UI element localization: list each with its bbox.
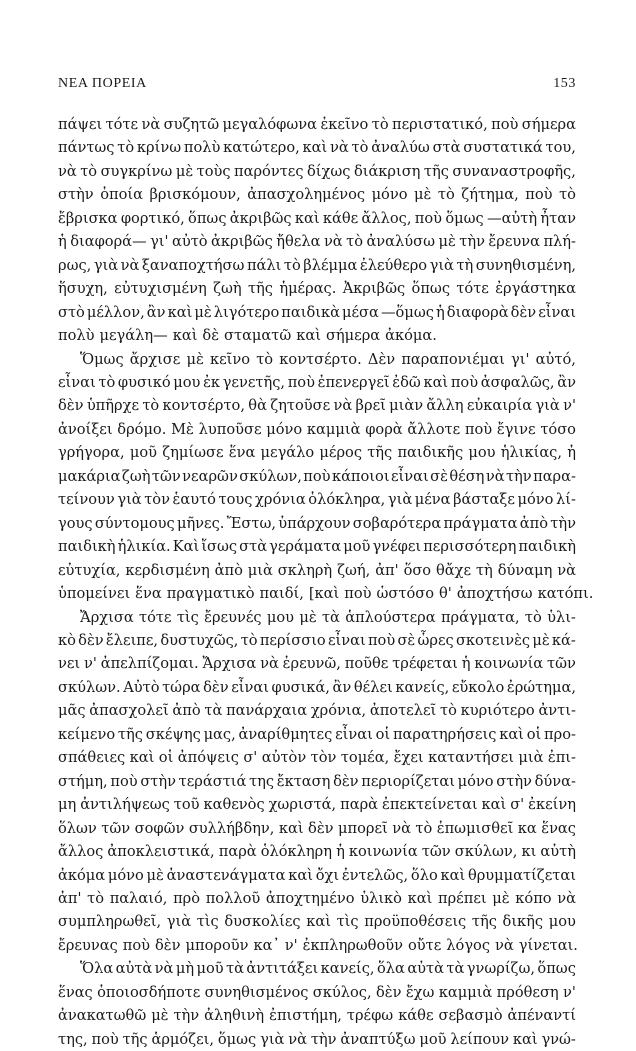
text-line: νὰ τὸ συγκρίνω μὲ τοὺς παρόντες δίχως διάκριση τῆς συναναστροφῆς,: [58, 162, 576, 180]
text-line: γους σύντομους μῆνες. Ἔστω, ὑπάρχουν σοβαρότερα πράγματα ἀπὸ τὴν: [58, 514, 576, 532]
body-text: [58, 113, 594, 1051]
text-line: μακάρια ζωὴ τῶν νεαρῶν σκύλων, ποὺ κάποιοι εἶναι σὲ θέση νὰ τὴν παρα-: [58, 467, 576, 485]
text-line: μη ἀντιλήψεως τοῦ καθενὸς χωριστά, παρὰ ἐπεκτείνεται καὶ σ' ἐκείνη: [58, 796, 576, 814]
text-line: ἕνας ὁποιοσδήποτε συνηθισμένος σκύλος, δὲν ἔχω καμμιὰ πρόθεση ν': [58, 983, 576, 1001]
text-line: της, ποὺ τῆς ἁρμόζει, ὅμως γιὰ νὰ τὴν ἀναπτύξω μοῦ λείπουν καὶ γνώ-: [58, 1030, 576, 1048]
text-line: Ἄρχισα τότε τὶς ἔρευνές μου μὲ τὰ ἁπλούστερα πράγματα, τὸ ὑλι-: [80, 608, 576, 626]
text-line: ἔβρισκα φορτικό, ὅπως ἀκριβῶς καὶ κάθε ἄλλος, ποὺ ὅμως —αὐτὴ ἦταν: [58, 209, 576, 227]
text-line: Ὅμως ἄρχισε μὲ κεῖνο τὸ κοντσέρτο. Δὲν παραπονιέμαι γι' αὐτό,: [80, 350, 576, 368]
text-line: σπάθειες καὶ οἱ ἀπόψεις σ' αὐτὸν τὸν τομέα, ἔχει καταντήσει μιὰ ἐπι-: [58, 749, 576, 767]
text-line: κὸ δὲν ἔλειπε, δυστυχῶς, τὸ περίσσιο εἶναι ποὺ σὲ ὧρες σκοτεινὲς μὲ κά-: [58, 631, 576, 649]
book-page: [58, 76, 594, 1051]
text-line: παιδικὴ ἡλικία. Καὶ ἴσως στὰ γεράματα μοῦ γνέφει περισσότερη παιδικὴ: [58, 538, 576, 556]
text-line: ἄλλος ἀποκλειστικά, παρὰ ὁλόκληρη ἡ κοινωνία τῶν σκύλων, κι αὐτὴ: [58, 843, 576, 861]
text-line: πολὺ μεγάλη— καὶ δὲ σταματῶ καὶ σήμερα ἀκόμα.: [58, 327, 437, 345]
text-line: σκύλων. Αὐτὸ τώρα δὲν εἶναι φυσικά, ἂν θέλει κανείς, εὔκολο ἐρώτημα,: [58, 678, 576, 696]
text-line: στὸ μέλλον, ἂν καὶ μὲ λιγότερο παιδικὰ μέσα —ὅμως ἡ διαφορὰ δὲν εἶναι: [58, 303, 576, 321]
text-line: ρως, γιὰ νὰ ξαναποχτήσω πάλι τὸ βλέμμα ἐλεύθερο γιὰ τὴ συνηθισμένη,: [58, 256, 576, 274]
running-title: ΝΕΑ ΠΟΡΕΙΑ: [58, 76, 147, 91]
text-line: μᾶς ἀπασχολεῖ ἀπὸ τὰ πανάρχαια χρόνια, ἀποτελεῖ τὸ κυριότερο ἀντι-: [58, 702, 576, 720]
text-line: δὲν ὑπῆρχε τὸ κοντσέρτο, θὰ ζητοῦσε νὰ βρεῖ μιὰν ἄλλη εὐκαιρία γιὰ ν': [58, 397, 576, 415]
text-line: ἔρευνας ποὺ δὲν μποροῦν κα᾽ ν' ἐκπληρωθοῦν οὔτε λόγος νὰ γίνεται.: [58, 936, 578, 954]
text-line: στὴν ὁποία βρισκόμουν, ἀπασχολημένος μόνο μὲ τὸ ζήτημα, ποὺ τὸ: [58, 186, 576, 204]
paragraph: [58, 113, 576, 348]
paragraph: [58, 348, 594, 606]
text-line: ἀνακατωθῶ μὲ τὴν ἀληθινὴ ἐπιστήμη, τρέφω κάθε σεβασμὸ ἀπέναντί: [58, 1007, 576, 1025]
page-number: 153: [553, 76, 576, 91]
text-line: Ὅλα αὐτὰ νὰ μὴ μοῦ τὰ ἀντιτάξει κανείς, ὅλα αὐτὰ τὰ γνωρίζω, ὅπως: [80, 960, 576, 978]
paragraph: [58, 957, 576, 1051]
text-line: γρήγορα, μοῦ ζημίωσε ἕνα μεγάλο μέρος τῆς παιδικῆς μου ἡλικίας, ἡ: [58, 444, 576, 462]
text-line: ἡ διαφορά— γι' αὐτὸ ἀκριβῶς ἤθελα νὰ τὸ ἀναλύσω μὲ τὴν ἔρευνα πλή-: [58, 233, 576, 251]
running-head: [58, 76, 576, 92]
text-line: πάψει τότε νὰ συζητῶ μεγαλόφωνα ἐκεῖνο τὸ περιστατικό, ποὺ σήμερα: [58, 116, 576, 133]
text-line: κείμενο τῆς σκέψης μας, ἀναρίθμητες εἶναι οἱ παρατηρήσεις καὶ οἱ προ-: [58, 725, 576, 743]
text-line: ἀκόμα μόνο μὲ ἀναστενάγματα καὶ ὄχι ἐντελῶς, ὅλο καὶ θρυμματίζεται: [58, 866, 576, 884]
text-line: ἥσυχη, εὐτυχισμένη ζωὴ τῆς ἡμέρας. Ἀκριβῶς ὅπως τότε ἐργάστηκα: [58, 280, 576, 298]
text-line: πάντως τὸ κρίνω πολὺ κατώτερο, καὶ νὰ τὸ ἀναλύω στὰ συστατικά του,: [58, 139, 576, 157]
text-line: ἀνοίξει δρόμο. Μὲ λυποῦσε μόνο καμμιὰ φορὰ ἄλλοτε ποὺ ἔγινε τόσο: [58, 420, 576, 438]
text-line: ὅλων τῶν σοφῶν συλλήβδην, καὶ δὲν μπορεῖ νὰ τὸ ἐπωμισθεῖ κα ἕνας: [58, 819, 576, 837]
text-line: εἶναι τὸ φυσικό μου ἐκ γενετῆς, ποὺ ἐπενεργεῖ ἐδῶ καὶ ποὺ ἀσφαλῶς, ἂν: [58, 373, 576, 391]
text-line: εὐτυχία, κερδισμένη ἀπὸ μιὰ σκληρὴ ζωή, ἀπ' ὅσο θἄχε τὴ δύναμη νὰ: [58, 561, 576, 579]
text-line: ἀπ' τὸ παλαιό, πρὸ πολλοῦ ἀποχτημένο ὑλικὸ καὶ πρέπει μὲ κόπο νὰ: [58, 889, 576, 907]
paragraph: [58, 606, 576, 958]
text-line: ὑπομείνει ἕνα πραγματικὸ παιδί, [καὶ ποὺ ὡστόσο θ' ἀποχτήσω κατόπι.: [58, 585, 594, 603]
text-line: τείνουν γιὰ τὸν ἑαυτό τους χρόνια ὁλόκληρα, γιὰ μένα βάσταξε μόνο λί-: [58, 491, 576, 509]
text-line: συμπληρωθεῖ, γιὰ τὶς δυσκολίες καὶ τὶς προϋποθέσεις τῆς δικῆς μου: [58, 913, 576, 931]
text-line: νει ν' ἀπελπίζομαι. Ἄρχισα νὰ ἐρευνῶ, ποῦθε τρέφεται ἡ κοινωνία τῶν: [58, 655, 576, 673]
text-line: στήμη, ποὺ στὴν τεράστιά της ἔκταση δὲν περιορίζεται μόνο στὴν δύνα-: [58, 772, 576, 790]
